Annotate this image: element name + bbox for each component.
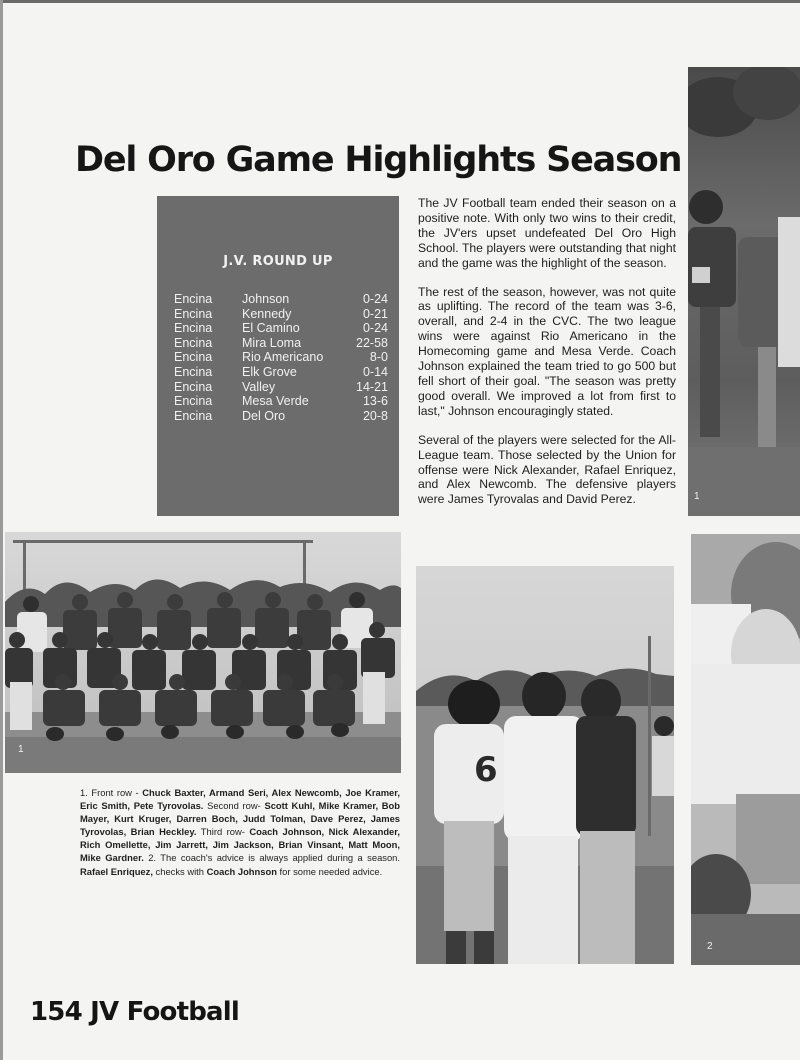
roundup-opponent: Del Oro: [242, 408, 286, 423]
caption-text: checks with: [152, 865, 207, 877]
team-group-photo: [5, 532, 401, 773]
sideline-photo: [691, 534, 800, 965]
roundup-opponent: Valley: [242, 379, 276, 394]
article-paragraph: The JV Football team ended their season on a positive note. With only two wins to their credit, the JV'ers upset undefeated Del Oro High School. The players were outstanding that night and the game was the highlight of the season.: [418, 196, 676, 270]
photo-caption: [80, 786, 400, 878]
roundup-team: Encina: [174, 379, 213, 394]
caption-names: Scott Kuhl, Mike Kramer, Bob Mayer, Kurt Kruger, Darren Boch, Judd Tolman, Dave Perez, James Tyrovolas, Brian Heckley.: [80, 800, 400, 838]
roundup-box: [157, 196, 399, 516]
roundup-row: [174, 307, 388, 322]
roundup-team: Encina: [174, 350, 213, 365]
roundup-row: [174, 365, 388, 380]
coach-advice-photo: [416, 566, 674, 964]
roundup-title: J.V. ROUND UP: [223, 254, 333, 269]
photo-right-top: [688, 67, 800, 516]
roundup-opponent: Elk Grove: [242, 364, 297, 379]
roundup-score: 20-8: [362, 408, 388, 423]
roundup-row: [174, 336, 388, 351]
roundup-score: 0-24: [362, 292, 388, 306]
caption-text: Third row-: [196, 826, 250, 838]
photo-right-bottom: [691, 534, 800, 965]
article-body: [418, 196, 676, 521]
roundup-row: [174, 321, 388, 336]
roundup-team: Encina: [174, 306, 213, 321]
roundup-score: 0-24: [362, 321, 388, 336]
roundup-team: Encina: [174, 364, 213, 379]
roundup-score: 22-58: [356, 335, 388, 350]
roundup-row: [174, 350, 388, 365]
roundup-team: Encina: [174, 321, 213, 336]
roundup-team: Encina: [174, 394, 213, 409]
roundup-team: Encina: [174, 292, 213, 306]
photo-coach-player: [416, 566, 674, 964]
roundup-score: 13-6: [362, 394, 388, 409]
page-headline: Del Oro Game Highlights Season: [75, 140, 682, 180]
roundup-score: 14-21: [356, 379, 388, 394]
page-edge: [0, 0, 800, 3]
roundup-opponent: Kennedy: [242, 306, 292, 321]
roundup-opponent: Mira Loma: [242, 335, 302, 350]
photo-number: 2: [707, 941, 713, 952]
roundup-opponent: El Camino: [242, 321, 300, 336]
caption-text: 1. Front row -: [80, 787, 143, 798]
page-edge-left: [0, 0, 3, 1060]
article-paragraph: Several of the players were selected for the All-League team. Those selected by the Union for offense were Nick Alexander, Rafael Enriquez, and Alex Newcomb. The defensive players were James Tyrovalas and David Perez.: [418, 432, 676, 507]
roundup-row: [174, 394, 388, 409]
photo-number: 1: [18, 744, 24, 755]
roundup-score: 8-0: [369, 350, 388, 365]
football-action-photo: [688, 67, 800, 516]
page-folio: 154 JV Football: [30, 997, 240, 1027]
roundup-opponent: Rio Americano: [242, 350, 324, 365]
caption-text: for some needed advice.: [276, 865, 383, 877]
roundup-score: 0-14: [362, 364, 388, 379]
roundup-opponent: Mesa Verde: [242, 394, 309, 409]
caption-names: Chuck Baxter, Armand Seri, Alex Newcomb, Joe Kramer, Eric Smith, Pete Tyrovolas.: [80, 787, 400, 812]
roundup-team: Encina: [174, 335, 213, 350]
roundup-team: Encina: [174, 408, 213, 423]
caption-names: Coach Johnson, Nick Alexander, Rich Omellette, Jim Jarrett, Jim Jackson, Brian Vinsant, Matt Moon, Mike Gardner.: [80, 826, 400, 864]
roundup-row: [174, 409, 388, 424]
caption-text: 2. The coach's advice is always applied during a season.: [143, 852, 400, 864]
photo-number: 1: [694, 491, 700, 502]
roundup-row: [174, 292, 388, 307]
jersey-number: 6: [474, 750, 498, 790]
roundup-row: [174, 380, 388, 395]
roundup-opponent: Johnson: [242, 292, 290, 306]
caption-names: Coach Johnson: [206, 865, 277, 877]
team-photo: [5, 532, 401, 773]
article-paragraph: The rest of the season, however, was not quite as uplifting. The record of the team was 3-6, overall, and 2-4 in the CVC. The two league wins were against Rio Americano in the Homecoming game and Mesa Verde. Coach Johnson explained the team tried to go 500 but fell short of their goal. "The season was pretty good overall. We improved a lot from first to last," Johnson encouragingly stated.: [418, 284, 676, 418]
roundup-table: [174, 292, 388, 423]
caption-names: Rafael Enriquez,: [80, 865, 153, 877]
roundup-score: 0-21: [362, 306, 388, 321]
caption-text: Second row-: [203, 800, 265, 812]
